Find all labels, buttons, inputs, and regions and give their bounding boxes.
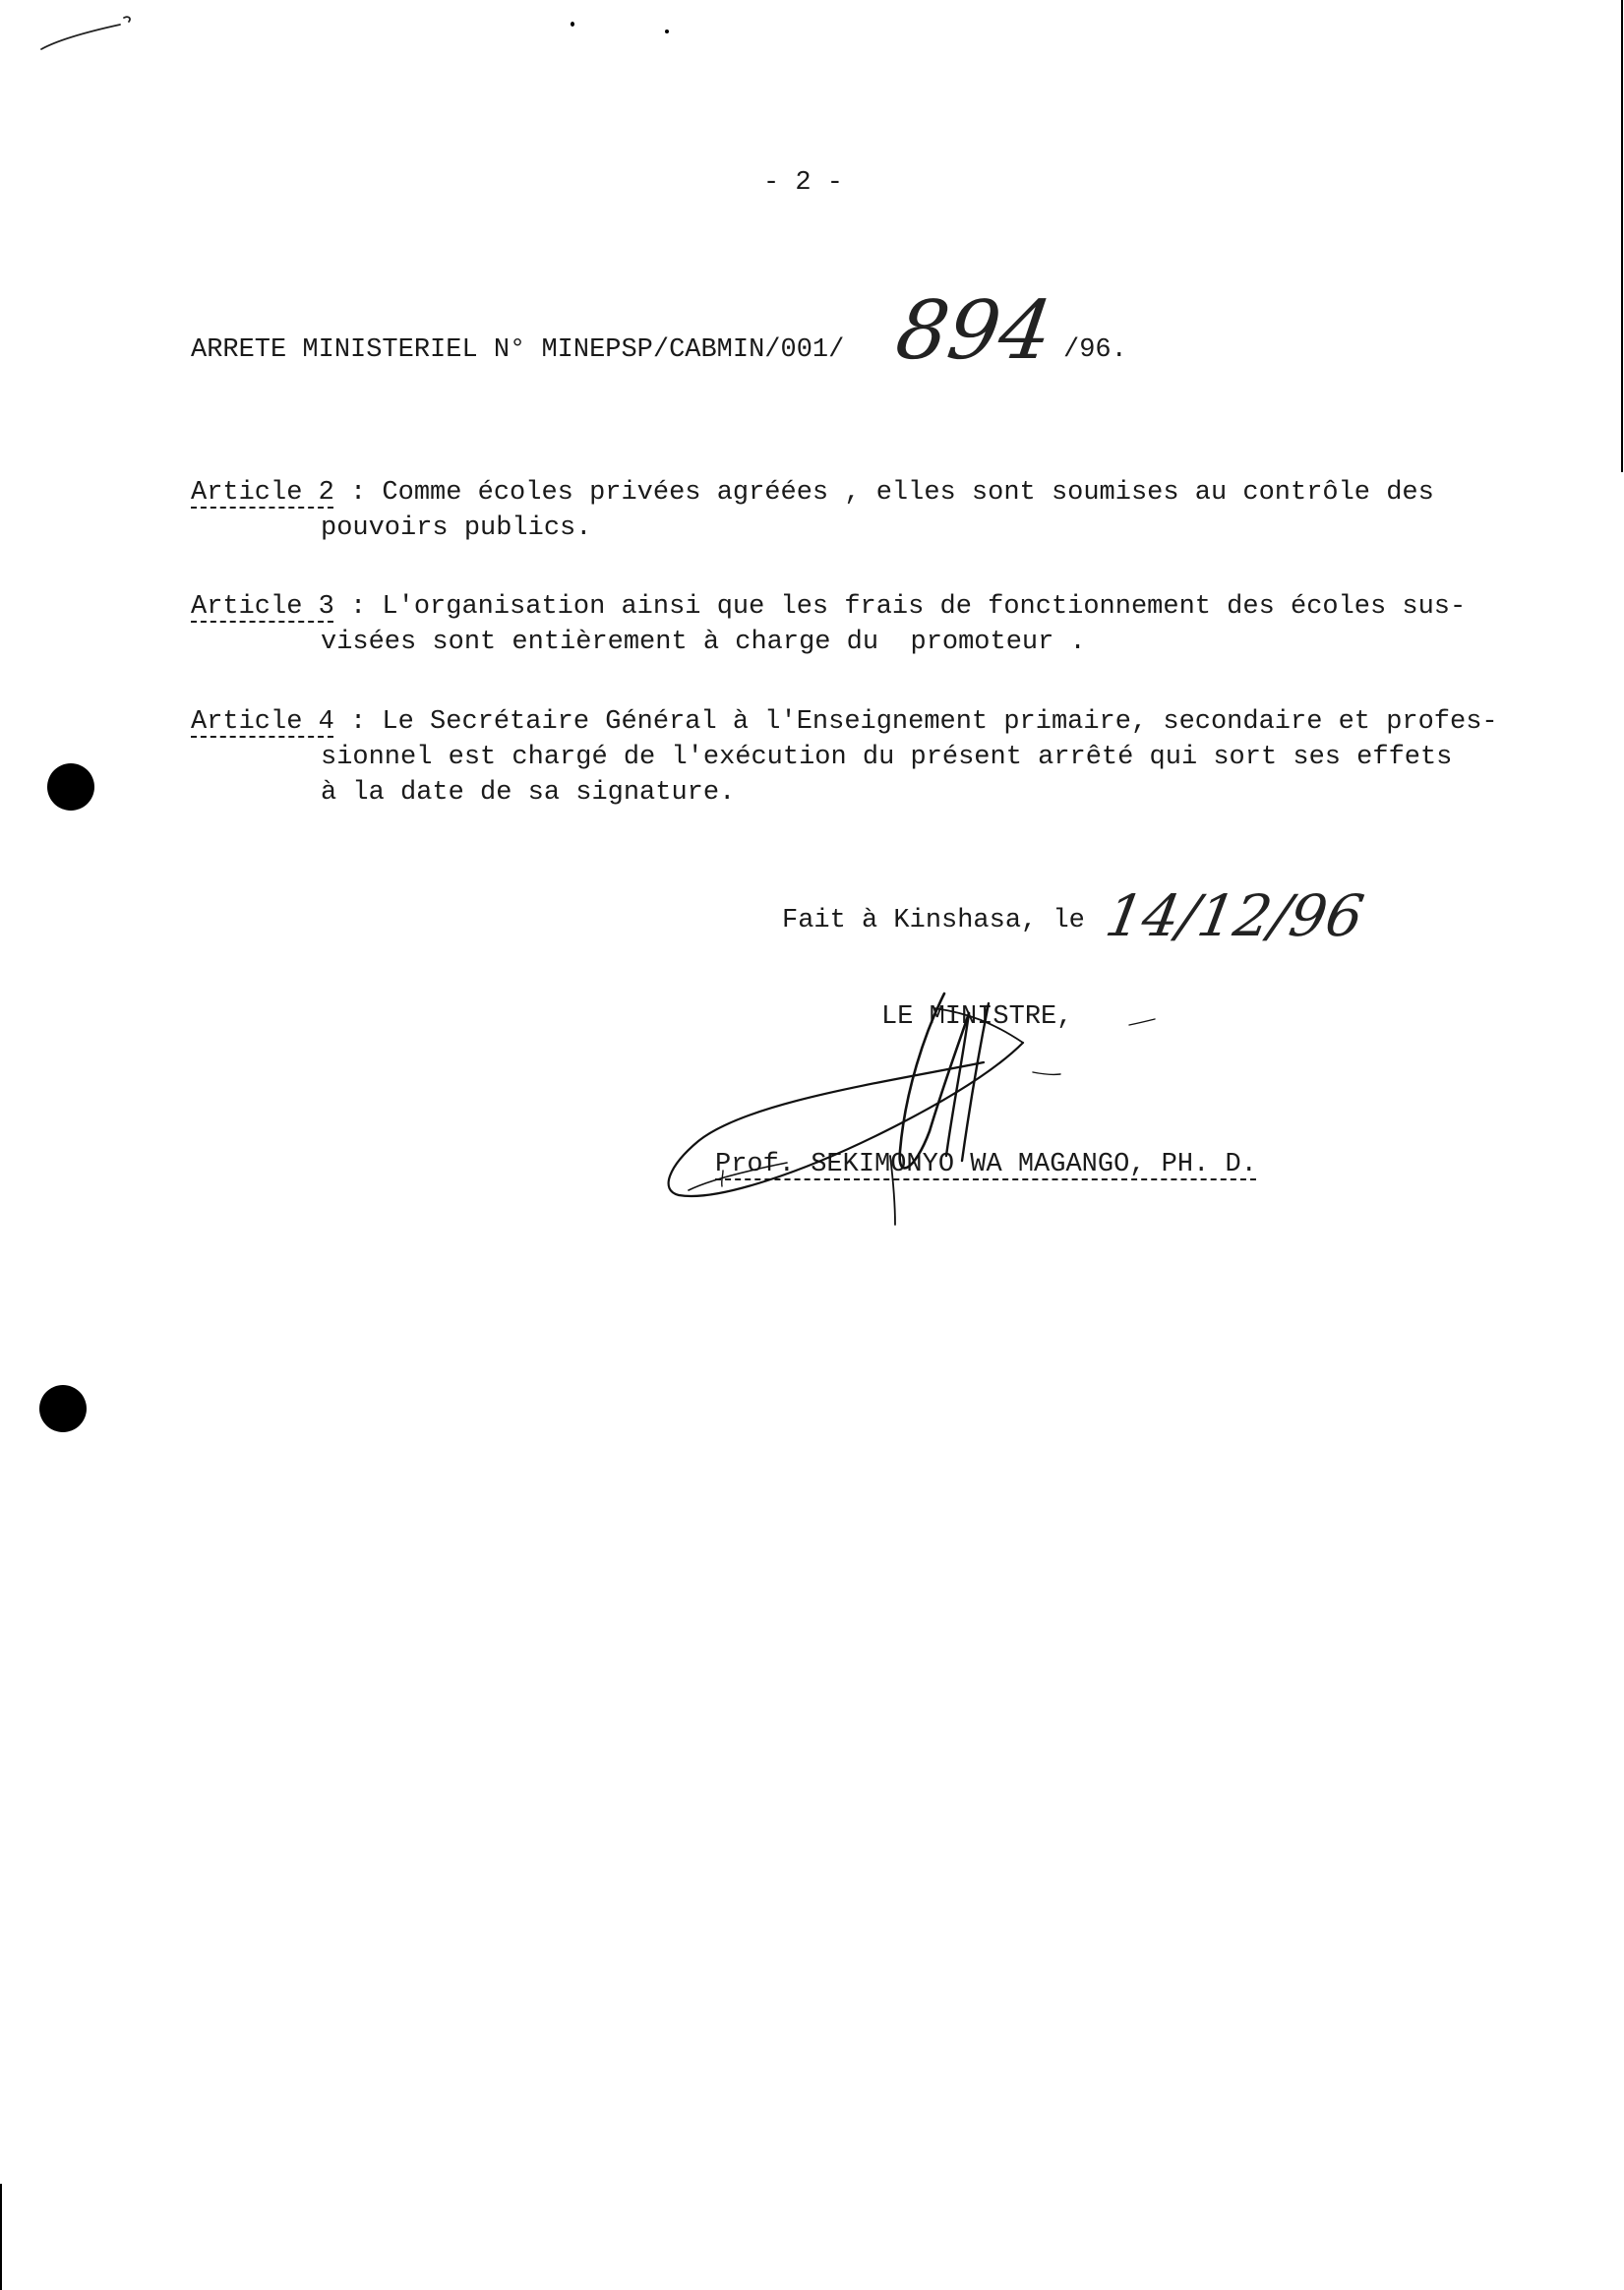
punch-hole-upper bbox=[47, 763, 94, 811]
speck-mark bbox=[665, 30, 669, 33]
article-4-continuation-2: à la date de sa signature. bbox=[321, 778, 736, 808]
article-2-label: Article 2 bbox=[191, 478, 334, 508]
scan-edge-right bbox=[1621, 0, 1623, 472]
punch-hole-lower bbox=[39, 1385, 87, 1432]
decree-reference-prefix: ARRETE MINISTERIEL N° MINEPSP/CABMIN/001/ bbox=[191, 335, 845, 365]
article-4-label: Article 4 bbox=[191, 707, 334, 737]
article-3-continuation: visées sont entièrement à charge du promoteur . bbox=[321, 628, 1086, 657]
handwritten-date: 14/12/96 bbox=[1101, 882, 1369, 949]
handwritten-decree-number: 894 bbox=[890, 284, 1058, 378]
article-4-continuation-1: sionnel est chargé de l'exécution du présent arrêté qui sort ses effets bbox=[321, 743, 1453, 772]
speck-mark bbox=[571, 22, 574, 27]
scan-edge-left bbox=[0, 2184, 2, 2290]
decree-reference-suffix: /96. bbox=[1063, 335, 1127, 365]
article-3-label: Article 3 bbox=[191, 592, 334, 622]
article-2-continuation: pouvoirs publics. bbox=[321, 513, 592, 543]
signatory-name-text: Prof. SEKIMONYO WA MAGANGO, PH. D. bbox=[715, 1150, 1257, 1179]
minister-title: LE MINISTRE, bbox=[881, 1002, 1073, 1032]
article-4-text: : Le Secrétaire Général à l'Enseignement primaire, secondaire et profes- bbox=[333, 707, 1498, 737]
place-label: Fait à Kinshasa, le bbox=[782, 906, 1085, 935]
article-3-text: : L'organisation ainsi que les frais de fonctionnement des écoles sus- bbox=[333, 592, 1467, 622]
page-number: - 2 - bbox=[763, 168, 844, 198]
article-2-text: : Comme écoles privées agréées , elles sont soumises au contrôle des bbox=[333, 478, 1434, 508]
